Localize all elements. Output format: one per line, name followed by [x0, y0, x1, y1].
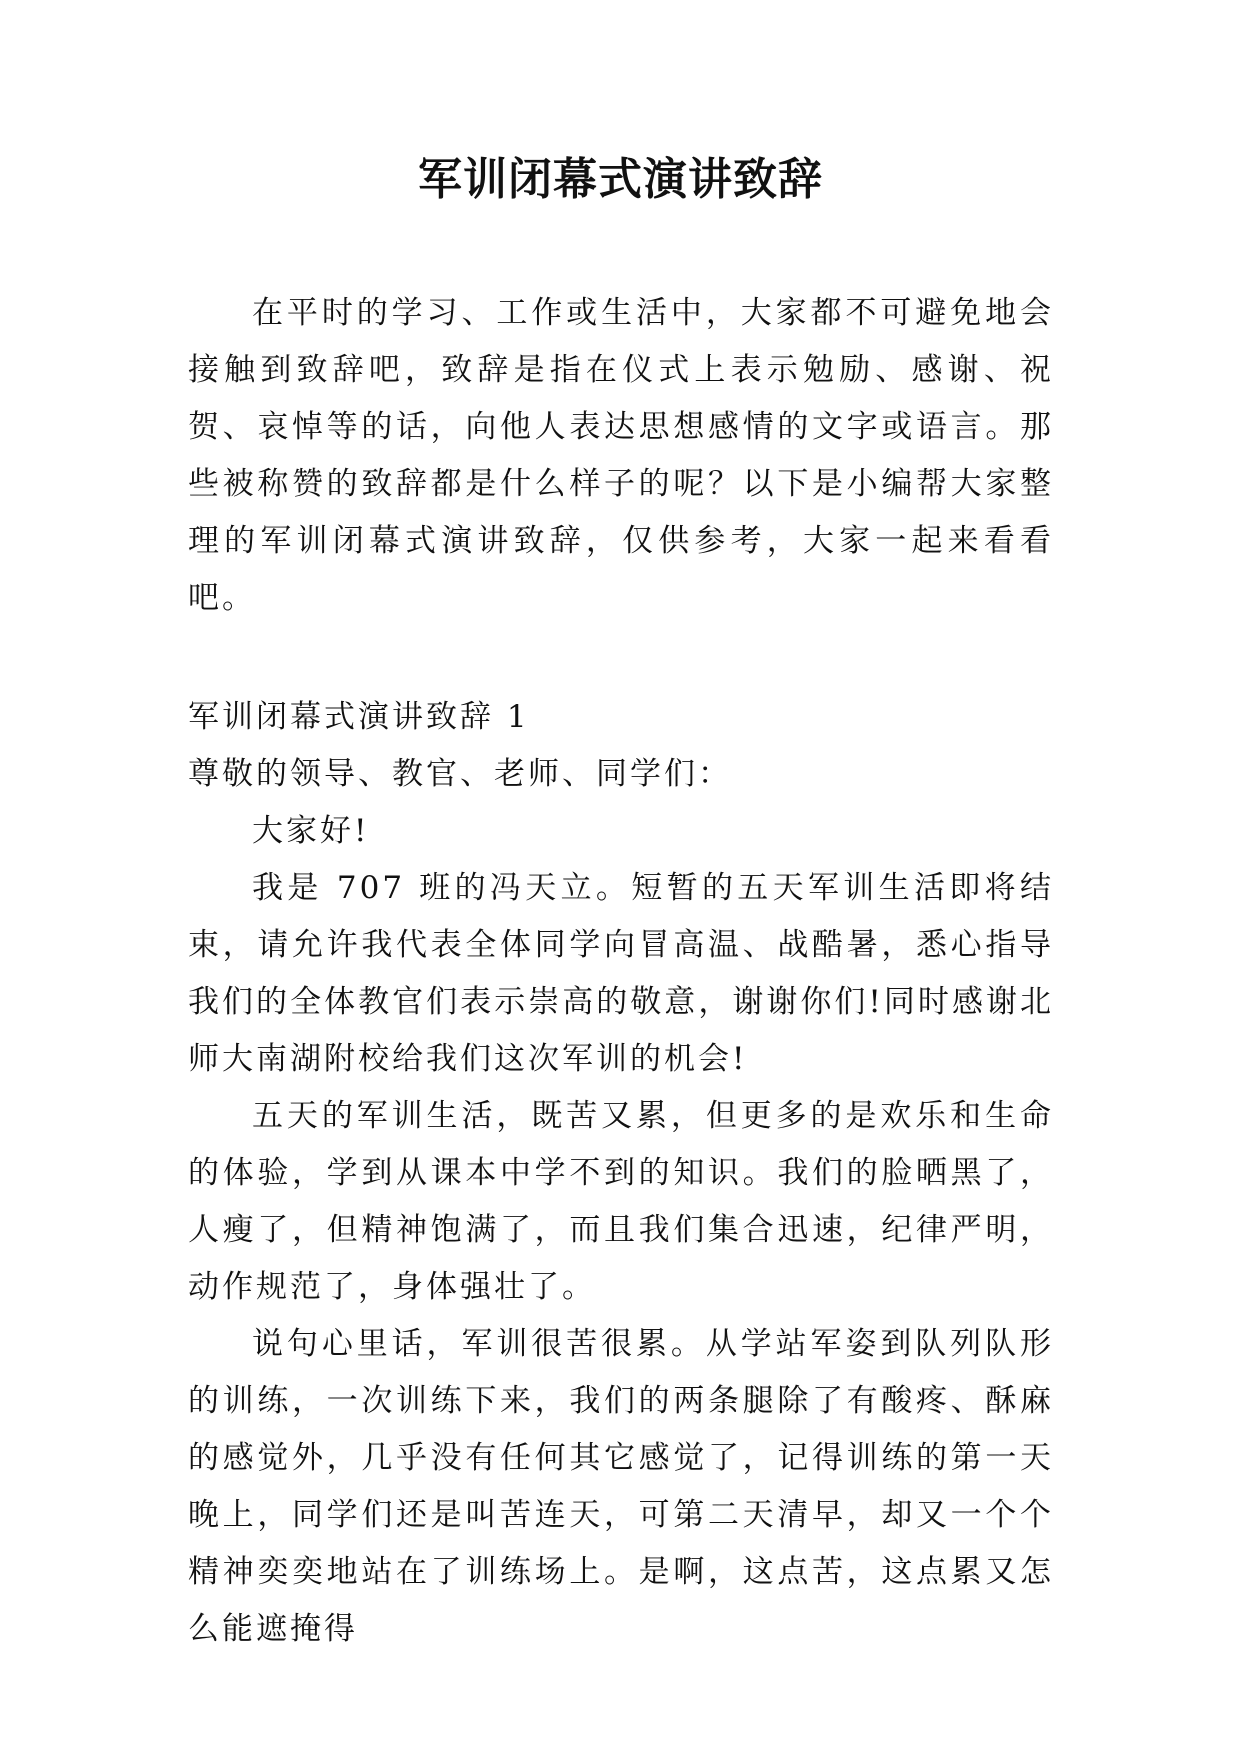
body-paragraph: 我是 707 班的冯天立。短暂的五天军训生活即将结束，请允许我代表全体同学向冒高温、战酷暑，悉心指导我们的全体教官们表示崇高的敬意，谢谢你们!同时感谢北师大南湖附校给我们这次军训的机会! [188, 870, 1054, 1077]
intro-paragraph: 在平时的学习、工作或生活中，大家都不可避免地会接触到致辞吧，致辞是指在仪式上表示勉励、感谢、祝贺、哀悼等的话，向他人表达思想感情的文字或语言。那些被称赞的致辞都是什么样子的呢？以下是小编帮大家整理的军训闭幕式演讲致辞，仅供参考，大家一起来看看吧。 [188, 295, 1054, 616]
section-heading: 军训闭幕式演讲致辞 1 [188, 699, 530, 735]
document-title: 军训闭幕式演讲致辞 [418, 154, 823, 205]
greeting: 大家好! [252, 813, 370, 849]
body-paragraph: 五天的军训生活，既苦又累，但更多的是欢乐和生命的体验，学到从课本中学不到的知识。我们的脸晒黑了，人瘦了，但精神饱满了，而且我们集合迅速，纪律严明，动作规范了，身体强壮了。 [188, 1098, 1054, 1305]
salutation: 尊敬的领导、教官、老师、同学们： [188, 756, 732, 792]
document-body [188, 285, 1054, 1658]
body-paragraph: 说句心里话，军训很苦很累。从学站军姿到队列队形的训练，一次训练下来，我们的两条腿除了有酸疼、酥麻的感觉外，几乎没有任何其它感觉了，记得训练的第一天晚上，同学们还是叫苦连天，可第二天清早，却又一个个精神奕奕地站在了训练场上。是啊，这点苦，这点累又怎么能遮掩得 [188, 1326, 1054, 1647]
